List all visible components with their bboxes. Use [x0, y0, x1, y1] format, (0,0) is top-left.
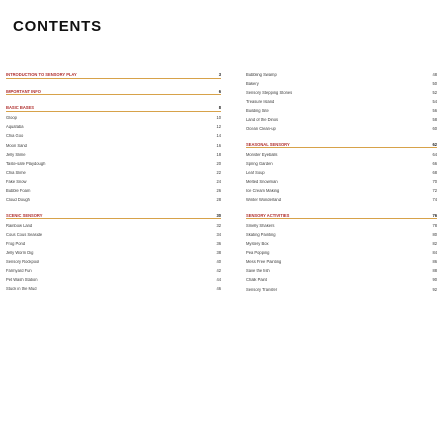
page-number: 16 — [216, 142, 221, 148]
entry-title: Taste-safe Playdough — [6, 161, 46, 166]
page-number: 20 — [216, 160, 221, 166]
toc-entry[interactable] — [246, 265, 437, 274]
entry-title: Rainbow Land — [6, 223, 33, 228]
toc-entry[interactable] — [246, 148, 437, 157]
page-number: 60 — [432, 126, 437, 132]
entry-title: Chia Goo — [6, 134, 24, 139]
entry-title: Pet Wash Station — [6, 278, 38, 283]
toc-entry[interactable] — [6, 265, 221, 274]
page-number: 88 — [432, 268, 437, 274]
page-number: 58 — [432, 116, 437, 122]
toc-entry[interactable] — [6, 139, 221, 148]
page-title: CONTENTS — [13, 18, 102, 35]
toc-entry[interactable] — [6, 228, 221, 237]
section-title: INTRODUCTION TO SENSORY PLAY — [6, 73, 77, 77]
entry-title: Monster Eyeballs — [246, 152, 278, 157]
entry-title: Mystery Box — [246, 242, 269, 247]
entry-title: Melted Snowman — [246, 180, 278, 185]
toc-section-heading[interactable] — [6, 209, 221, 220]
entry-title: Jelly Slime — [6, 152, 26, 157]
page-number: 42 — [216, 268, 221, 274]
page-number: 70 — [432, 179, 437, 185]
page-number: 72 — [432, 188, 437, 194]
entry-title: Chalk Paint — [246, 278, 267, 283]
entry-title: Sensory Transfer — [246, 287, 278, 292]
toc-entry[interactable] — [246, 274, 437, 283]
page-number: 32 — [216, 222, 221, 228]
toc-section-heading[interactable] — [6, 101, 221, 112]
page-number: 52 — [432, 89, 437, 95]
entry-title: Pea Popping — [246, 251, 270, 256]
toc-entry[interactable] — [246, 104, 437, 113]
toc-entry[interactable] — [6, 130, 221, 139]
entry-title: Leaf Soup — [246, 170, 265, 175]
toc-entry[interactable] — [246, 166, 437, 175]
entry-title: Fake Snow — [6, 179, 27, 184]
toc-section-heading[interactable] — [6, 68, 221, 79]
entry-title: Farmyard Fun — [6, 269, 32, 274]
page-number: 66 — [432, 160, 437, 166]
toc-entry[interactable] — [246, 95, 437, 104]
entry-title: Bakery — [246, 81, 259, 86]
entry-title: Aquafaba — [6, 125, 24, 130]
page-number: 90 — [432, 277, 437, 283]
entry-title: Jelly Worm Dig — [6, 251, 34, 256]
toc-entry[interactable] — [246, 229, 437, 238]
toc-entry[interactable] — [6, 185, 221, 194]
page-number: 22 — [216, 169, 221, 175]
entry-title: Stuck in the Mud — [6, 287, 37, 292]
page-number: 50 — [432, 80, 437, 86]
entry-title: Chia Slime — [6, 170, 26, 175]
toc-entry[interactable] — [246, 77, 437, 86]
entry-title: Sensory Stepping Stones — [246, 90, 293, 95]
section-title: SCENIC SENSORY — [6, 213, 43, 218]
toc-entry[interactable] — [6, 166, 221, 175]
toc-section-heading[interactable] — [246, 209, 437, 220]
section-title: BASIC BASES — [6, 106, 34, 111]
toc-entry[interactable] — [6, 256, 221, 265]
page-number: 30 — [216, 212, 221, 218]
page-number: 78 — [432, 222, 437, 228]
page-number: 84 — [432, 250, 437, 256]
page-number: 40 — [216, 259, 221, 265]
toc-entry[interactable] — [246, 86, 437, 95]
page-number: 82 — [432, 241, 437, 247]
page-number: 80 — [432, 232, 437, 237]
entry-title: Ocean Clean-up — [246, 127, 276, 132]
section-title: IMPORTANT INFO — [6, 89, 41, 94]
page-number: 64 — [432, 151, 437, 157]
entry-title: Land of the Dinos — [246, 117, 279, 122]
section-title: SEASONAL SENSORY — [246, 142, 290, 147]
section-title: SENSORY ACTIVITIES — [246, 213, 290, 218]
toc-entry[interactable] — [246, 113, 437, 122]
entry-title: Ice Cream Making — [246, 189, 280, 194]
toc-entry[interactable] — [246, 256, 437, 265]
page-number: 92 — [432, 286, 437, 292]
page-number: 74 — [432, 197, 437, 203]
page-number: 6 — [218, 88, 221, 94]
page-number: 38 — [216, 250, 221, 256]
entry-title: Smelly Shakers — [246, 223, 275, 228]
page-number: 26 — [216, 188, 221, 194]
page-number: 8 — [218, 105, 221, 111]
page-number: 28 — [216, 197, 221, 203]
entry-title: Bubbling Swamp — [246, 72, 277, 77]
page-number: 54 — [432, 98, 437, 104]
contents-column-left — [6, 68, 221, 292]
page-number: 86 — [432, 259, 437, 265]
toc-entry[interactable] — [6, 194, 221, 203]
page-number: 46 — [216, 286, 221, 292]
toc-entry[interactable] — [6, 238, 221, 247]
page-number: 56 — [432, 107, 437, 113]
toc-entry[interactable] — [246, 219, 437, 228]
page-number: 68 — [432, 169, 437, 175]
page-number: 62 — [432, 141, 437, 147]
toc-entry[interactable] — [6, 112, 221, 121]
page-number: 3 — [218, 72, 221, 77]
page-number: 36 — [216, 241, 221, 246]
toc-section-heading[interactable] — [246, 138, 437, 149]
page-number: 44 — [216, 277, 221, 283]
page-number: 34 — [216, 231, 221, 237]
entry-title: Cous Cous Seaside — [6, 232, 43, 237]
page-number: 76 — [432, 212, 437, 218]
toc-entry[interactable] — [246, 157, 437, 166]
page-number: 10 — [216, 115, 221, 121]
toc-entry[interactable] — [6, 274, 221, 283]
toc-entry[interactable] — [246, 247, 437, 256]
page-number: 14 — [216, 133, 221, 139]
entry-title: Spring Garden — [246, 161, 273, 166]
entry-title: Winter Wonderland — [246, 198, 281, 203]
page-number: 48 — [432, 71, 437, 77]
entry-title: Sensory Rockpool — [6, 260, 40, 265]
entry-title: Mess Free Painting — [246, 260, 282, 265]
toc-entry[interactable] — [6, 157, 221, 166]
entry-title: Frog Pond — [6, 242, 26, 246]
toc-entry[interactable] — [246, 176, 437, 185]
toc-entry[interactable] — [246, 68, 437, 77]
page-number: 12 — [216, 124, 221, 130]
entry-title: Skating Painting — [246, 233, 276, 237]
toc-entry[interactable] — [246, 185, 437, 194]
entry-title: Bubble Foam — [6, 189, 31, 194]
contents-column-right — [246, 68, 437, 292]
toc-section-heading[interactable] — [6, 85, 221, 96]
toc-entry[interactable] — [6, 148, 221, 157]
toc-entry[interactable] — [6, 175, 221, 184]
toc-entry[interactable] — [6, 121, 221, 130]
toc-entry[interactable] — [246, 283, 437, 292]
entry-title: Building Site — [246, 108, 269, 113]
entry-title: Cloud Dough — [6, 198, 30, 203]
page-number: 24 — [216, 178, 221, 184]
toc-entry[interactable] — [6, 283, 221, 292]
entry-title: Save the fish — [246, 269, 270, 274]
entry-title: Gloop — [6, 116, 17, 121]
page-number: 18 — [216, 151, 221, 157]
toc-entry[interactable] — [246, 123, 437, 132]
toc-entry[interactable] — [6, 247, 221, 256]
toc-entry[interactable] — [246, 194, 437, 203]
toc-entry[interactable] — [6, 219, 221, 228]
entry-title: Treasure Island — [246, 99, 275, 104]
toc-entry[interactable] — [246, 238, 437, 247]
entry-title: Moon Sand — [6, 143, 27, 148]
